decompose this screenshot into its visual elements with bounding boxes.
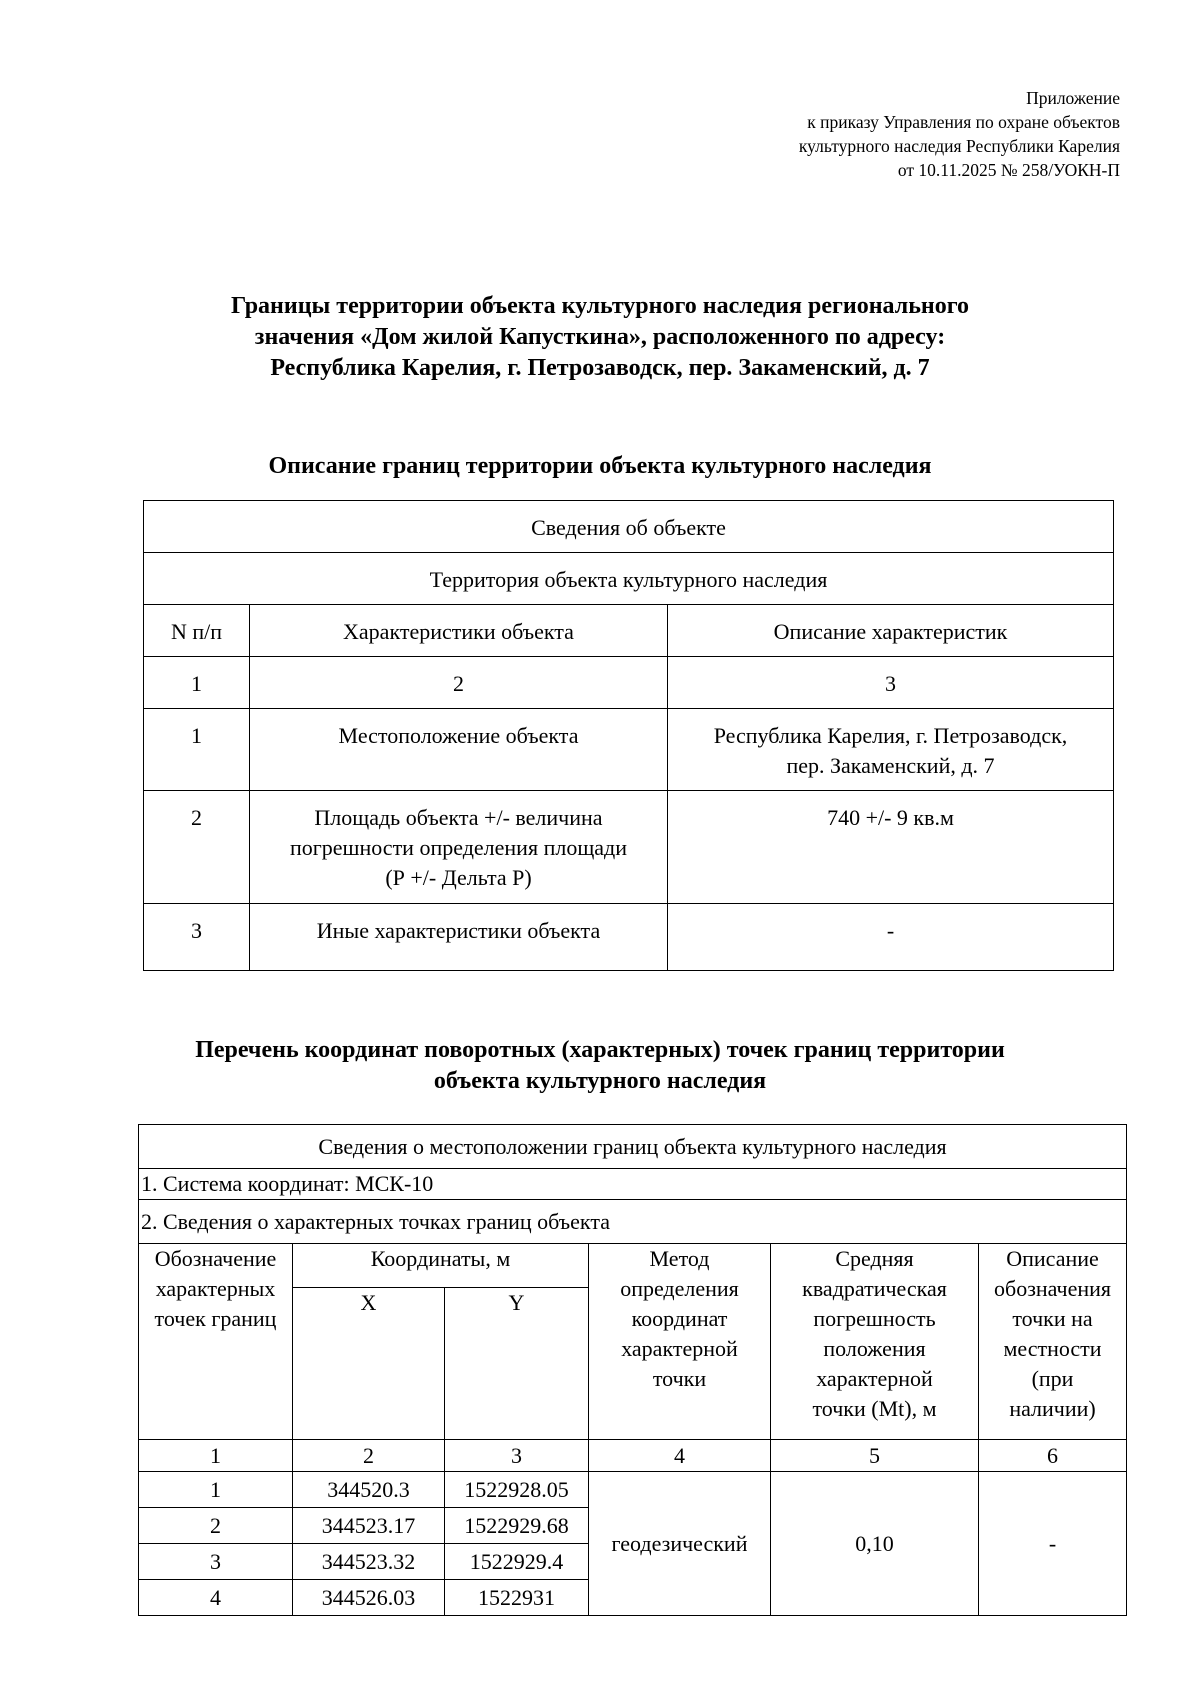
appendix-line: культурного наследия Республики Карелия <box>798 136 1120 156</box>
row-characteristic: Площадь объекта +/- величина погрешности определения площади (Р +/- Дельта Р) <box>250 791 668 904</box>
column-number: 4 <box>589 1440 771 1472</box>
title-line: Республика Карелия, г. Петрозаводск, пер. Закаменский, д. 7 <box>270 355 930 381</box>
point-y: 1522929.4 <box>445 1544 589 1580</box>
row-description: Республика Карелия, г. Петрозаводск, пер. Закаменский, д. 7 <box>668 709 1114 791</box>
section-title-boundaries <box>100 451 1100 482</box>
points-header: 2. Сведения о характерных точках границ объекта <box>139 1200 1127 1244</box>
column-number: 6 <box>979 1440 1127 1472</box>
description-cell: - <box>979 1472 1127 1616</box>
document-title <box>100 291 1100 384</box>
table-header: Сведения о местоположении границ объекта культурного наследия <box>139 1125 1127 1169</box>
row-number: 3 <box>144 904 250 971</box>
table-row <box>139 1472 1127 1508</box>
coordinate-system: 1. Система координат: МСК-10 <box>139 1169 1127 1200</box>
row-characteristic: Иные характеристики объекта <box>250 904 668 971</box>
row-number: 2 <box>144 791 250 904</box>
table-row <box>144 709 1114 791</box>
row-characteristic: Местоположение объекта <box>250 709 668 791</box>
point-id: 2 <box>139 1508 293 1544</box>
appendix-note <box>799 86 1120 182</box>
title-line: Границы территории объекта культурного наследия регионального <box>230 293 970 319</box>
column-header-y: Y <box>445 1288 589 1440</box>
error-cell: 0,10 <box>771 1472 979 1616</box>
title-line: значения «Дом жилой Капусткина», расположенного по адресу: <box>254 324 946 350</box>
point-id: 3 <box>139 1544 293 1580</box>
column-header-coordinates: Координаты, м <box>293 1244 589 1288</box>
section-title-line: объекта культурного наследия <box>433 1068 767 1094</box>
column-number: 2 <box>293 1440 445 1472</box>
point-id: 1 <box>139 1472 293 1508</box>
point-y: 1522931 <box>445 1580 589 1616</box>
section-title-line: Перечень координат поворотных (характерных) точек границ территории <box>195 1037 1005 1063</box>
point-x: 344526.03 <box>293 1580 445 1616</box>
column-number: 5 <box>771 1440 979 1472</box>
object-info-table <box>143 500 1114 971</box>
table-row <box>144 904 1114 971</box>
column-header-designation: Обозначение характерных точек границ <box>139 1244 293 1440</box>
table-subheader: Территория объекта культурного наследия <box>144 553 1114 605</box>
section-title-line: Описание границ территории объекта культурного наследия <box>268 453 932 479</box>
row-number: 1 <box>144 709 250 791</box>
column-header: N п/п <box>144 605 250 657</box>
appendix-line: Приложение <box>1026 88 1120 108</box>
appendix-line: от 10.11.2025 № 258/УОКН-П <box>897 160 1120 180</box>
column-header-error: Средняя квадратическая погрешность положения характерной точки (Mt), м <box>771 1244 979 1440</box>
column-header-x: X <box>293 1288 445 1440</box>
column-header: Характеристики объекта <box>250 605 668 657</box>
point-x: 344520.3 <box>293 1472 445 1508</box>
point-y: 1522928.05 <box>445 1472 589 1508</box>
point-y: 1522929.68 <box>445 1508 589 1544</box>
method-cell: геодезический <box>589 1472 771 1616</box>
coordinates-table <box>138 1124 1127 1616</box>
column-number: 1 <box>139 1440 293 1472</box>
appendix-line: к приказу Управления по охране объектов <box>807 112 1120 132</box>
section-title-coordinates <box>100 1035 1100 1097</box>
point-x: 344523.32 <box>293 1544 445 1580</box>
row-description: - <box>668 904 1114 971</box>
column-number: 3 <box>445 1440 589 1472</box>
table-header: Сведения об объекте <box>144 501 1114 553</box>
point-id: 4 <box>139 1580 293 1616</box>
table-row <box>144 791 1114 904</box>
column-header-description: Описание обозначения точки на местности (при наличии) <box>979 1244 1127 1440</box>
column-number: 3 <box>668 657 1114 709</box>
column-header: Описание характеристик <box>668 605 1114 657</box>
row-description: 740 +/- 9 кв.м <box>668 791 1114 904</box>
column-number: 2 <box>250 657 668 709</box>
column-number: 1 <box>144 657 250 709</box>
point-x: 344523.17 <box>293 1508 445 1544</box>
column-header-method: Метод определения координат характерной точки <box>589 1244 771 1440</box>
